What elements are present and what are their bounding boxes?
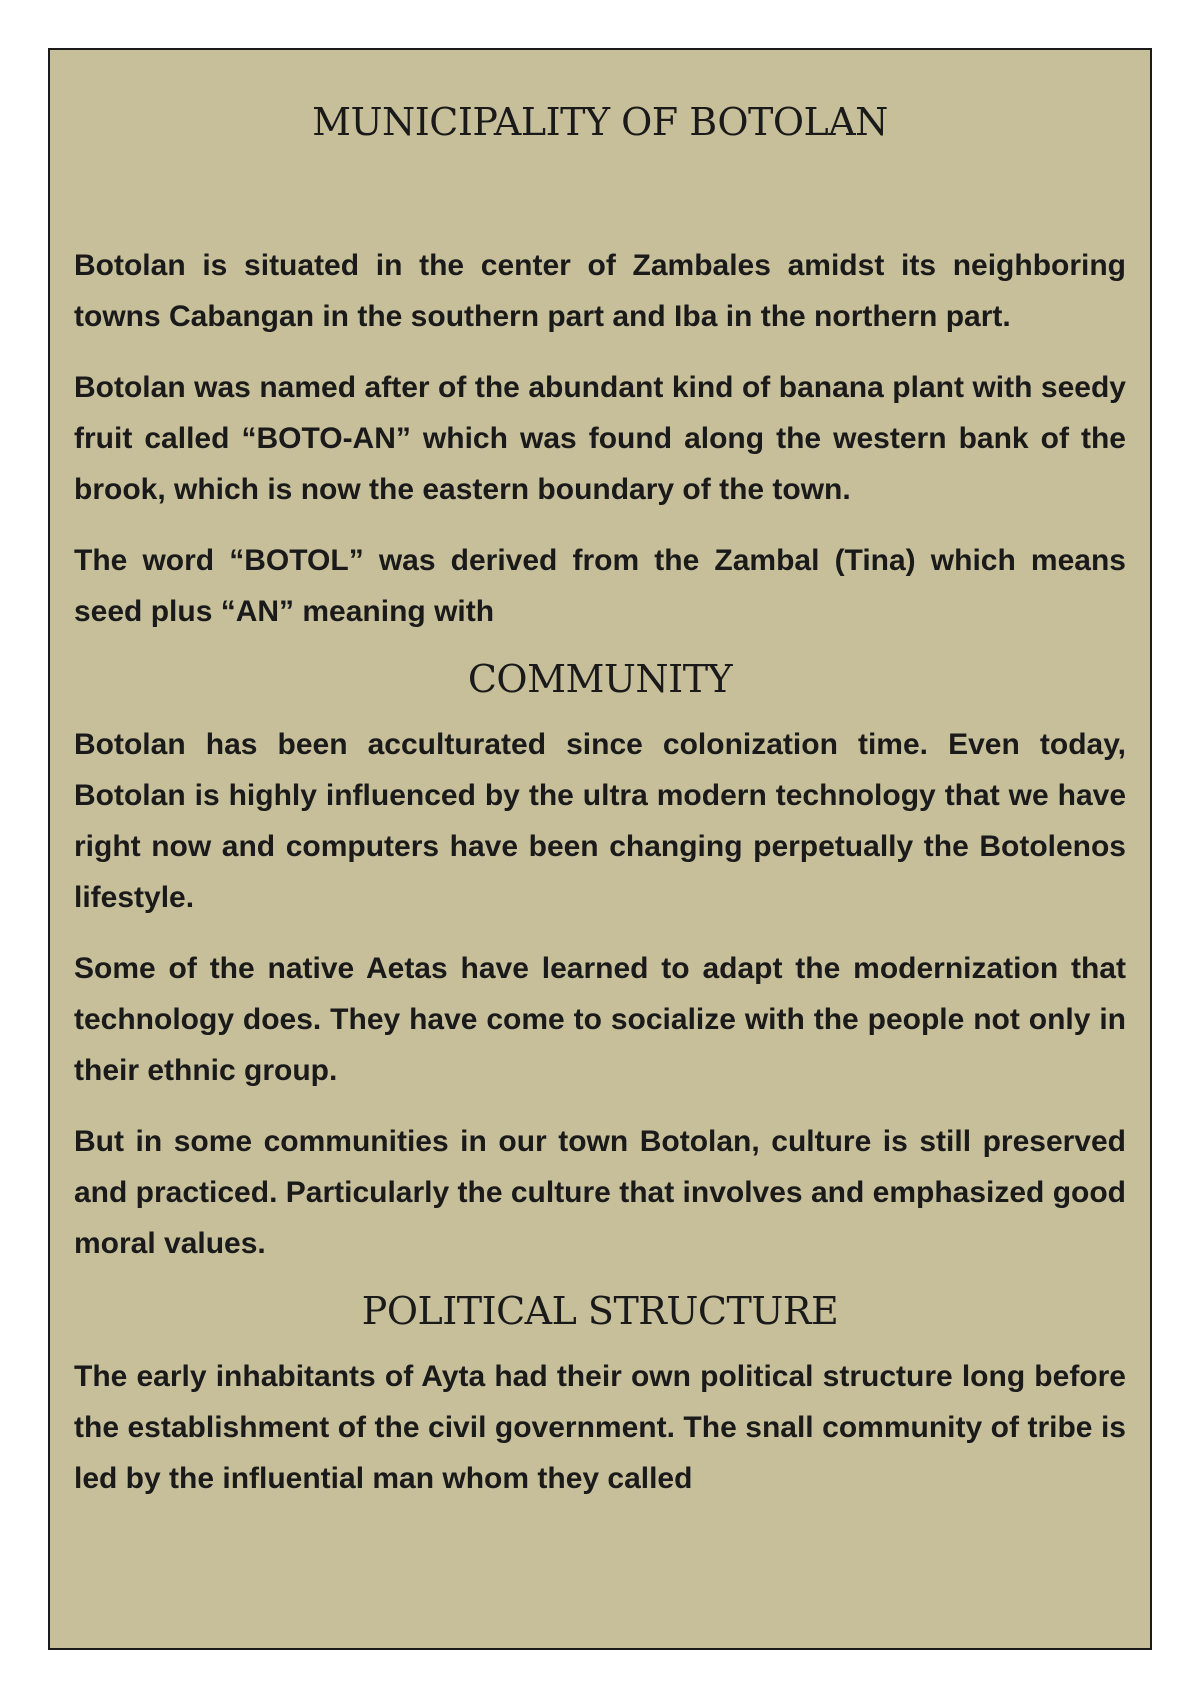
intro-paragraph-location: Botolan is situated in the center of Zambales amidst its neighboring towns Cabangan in the southern part and Iba in the northern part. [74, 249, 1126, 333]
section-heading-political-structure: POLITICAL STRUCTURE [361, 1289, 839, 1333]
page-title: MUNICIPALITY OF BOTOLAN [312, 100, 888, 144]
intro-paragraph-name-origin: Botolan was named after of the abundant kind of banana plant with seedy fruit called “BOTO-AN” which was found along the western bank of the brook, which is now the eastern boundary of the town. [74, 371, 1126, 506]
political-paragraph-ayta: The early inhabitants of Ayta had their own political structure long before the establishment of the civil government. The snall community of tribe is led by the influential man whom they called [74, 1360, 1126, 1495]
community-paragraph-aetas: Some of the native Aetas have learned to adapt the modernization that technology does. They have come to socialize with the people not only in their ethnic group. [74, 952, 1126, 1087]
document-panel [48, 48, 1152, 1650]
community-paragraph-acculturation: Botolan has been acculturated since colonization time. Even today, Botolan is highly influenced by the ultra modern technology that we have right now and computers have been changing perpetually the Botolenos lifestyle. [74, 728, 1126, 914]
intro-paragraph-word-origin: The word “BOTOL” was derived from the Zambal (Tina) which means seed plus “AN” meaning with [74, 544, 1126, 628]
community-paragraph-culture: But in some communities in our town Botolan, culture is still preserved and practiced. Particularly the culture that involves and emphasized good moral values. [74, 1125, 1126, 1260]
document-content [74, 50, 1126, 1524]
section-heading-community: COMMUNITY [467, 657, 733, 701]
